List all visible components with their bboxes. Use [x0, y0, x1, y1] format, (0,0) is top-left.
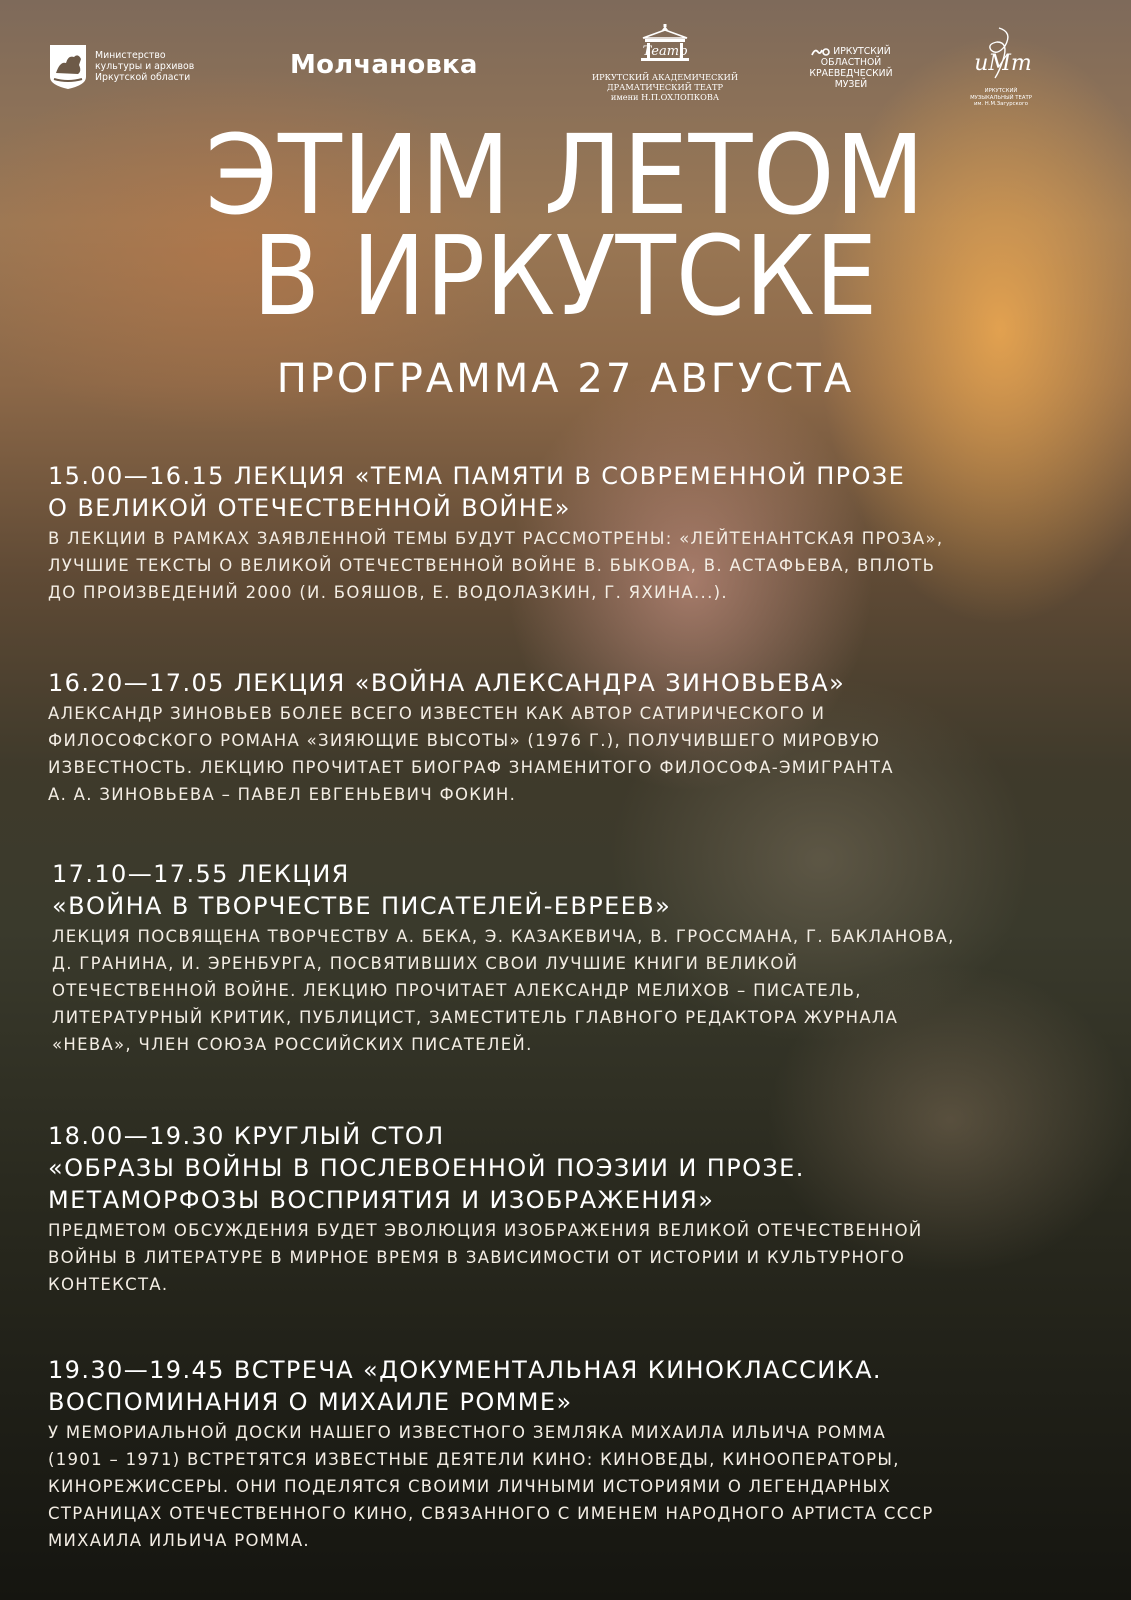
museum-logo: [808, 46, 894, 90]
event-description: ПРЕДМЕТОМ ОБСУЖДЕНИЯ БУДЕТ ЭВОЛЮЦИЯ ИЗОБРАЖЕНИЯ ВЕЛИКОЙ ОТЕЧЕСТВЕННОЙ ВОЙНЫ В ЛИТЕРАТУРЕ В МИРНОЕ ВРЕМЯ В ЗАВИСИМОСТИ ОТ ИСТОРИИ И КУЛЬТУРНОГО КОНТЕКСТА.: [48, 1221, 923, 1294]
ministry-name: [95, 50, 194, 83]
music-theatre-name: [965, 88, 1037, 108]
theatre-badge: Театр: [642, 44, 688, 59]
title-line-1: ЭТИМ ЛЕТОМ: [205, 120, 925, 239]
theatre-line: ИРКУТСКИЙ АКАДЕМИЧЕСКИЙ: [592, 72, 738, 82]
program-date: ПРОГРАММА 27 АВГУСТА: [276, 356, 855, 402]
treble-clef-monogram-icon: [969, 26, 1033, 84]
event-title: 17.10—17.55 ЛЕКЦИЯ «ВОЙНА В ТВОРЧЕСТВЕ ПИСАТЕЛЕЙ-ЕВРЕЕВ»: [52, 860, 672, 920]
museum-line: ОБЛАСТНОЙ: [820, 57, 882, 68]
music-line: им. Н.М.Загурского: [973, 101, 1029, 108]
theatre-name: [590, 72, 740, 102]
ministry-line: Министерство: [95, 50, 166, 61]
museum-line: КРАЕВЕДЧЕСКИЙ: [809, 68, 893, 79]
event-description: У МЕМОРИАЛЬНОЙ ДОСКИ НАШЕГО ИЗВЕСТНОГО ЗЕМЛЯКА МИХАИЛА ИЛЬИЧА РОММА (1901 – 1971) ВСТРЕТЯТСЯ ИЗВЕСТНЫЕ ДЕЯТЕЛИ КИНО: КИНОВЕДЫ, КИНООПЕРАТОРЫ, КИНОРЕЖИССЕРЫ. ОНИ ПОДЕЛЯТСЯ СВОИМИ ЛИЧНЫМИ ИСТОРИЯМИ О ЛЕГЕНДАРНЫХ СТРАНИЦАХ ОТЕЧЕСТВЕННОГО КИНО, СВЯЗАННОГО С ИМЕНЕМ НАРОДНОГО АРТИСТА СССР МИХАИЛА ИЛЬИЧА РОММА.: [48, 1423, 934, 1550]
music-line: МУЗЫКАЛЬНЫЙ ТЕАТР: [970, 94, 1032, 101]
event-item: [48, 1354, 934, 1554]
event-item: [48, 1120, 923, 1298]
event-title: 19.30—19.45 ВСТРЕЧА «ДОКУМЕНТАЛЬНАЯ КИНОКЛАССИКА. ВОСПОМИНАНИЯ О МИХАИЛЕ РОММЕ»: [48, 1356, 882, 1416]
event-item: [52, 858, 955, 1058]
event-item: [48, 460, 943, 606]
museum-line: ИРКУТСКИЙ: [833, 46, 891, 57]
music-line: ИРКУТСКИЙ: [984, 88, 1018, 94]
ministry-logo: [48, 43, 194, 90]
event-item: [48, 667, 894, 808]
event-title: 15.00—16.15 ЛЕКЦИЯ «ТЕМА ПАМЯТИ В СОВРЕМЕННОЙ ПРОЗЕ О ВЕЛИКОЙ ОТЕЧЕСТВЕННОЙ ВОЙНЕ»: [48, 462, 906, 522]
theatre-line: ДРАМАТИЧЕСКИЙ ТЕАТР: [607, 82, 723, 92]
theatre-line: имени Н.П.ОХЛОПКОВА: [610, 92, 720, 102]
regional-emblem-icon: [48, 43, 88, 90]
ministry-line: Иркутской области: [95, 72, 191, 83]
music-monogram: иМт: [974, 51, 1032, 76]
drama-theatre-logo: [590, 24, 740, 102]
ministry-line: культуры и архивов: [95, 61, 195, 72]
music-theatre-logo: [965, 26, 1037, 108]
poster-title: [0, 120, 1131, 340]
museum-line: МУЗЕЙ: [834, 79, 868, 90]
event-description: АЛЕКСАНДР ЗИНОВЬЕВ БОЛЕЕ ВСЕГО ИЗВЕСТЕН КАК АВТОР САТИРИЧЕСКОГО И ФИЛОСОФСКОГО РОМАНА «ЗИЯЮЩИЕ ВЫСОТЫ» (1976 Г.), ПОЛУЧИВШЕГО МИРОВУЮ ИЗВЕСТНОСТЬ. ЛЕКЦИЮ ПРОЧИТАЕТ БИОГРАФ ЗНАМЕНИТОГО ФИЛОСОФА-ЭМИГРАНТА А. А. ЗИНОВЬЕВА – ПАВЕЛ ЕВГЕНЬЕВИЧ ФОКИН.: [48, 704, 894, 804]
event-description: ЛЕКЦИЯ ПОСВЯЩЕНА ТВОРЧЕСТВУ А. БЕКА, Э. КАЗАКЕВИЧА, В. ГРОССМАНА, Г. БАКЛАНОВА, Д. ГРАНИНА, И. ЭРЕНБУРГА, ПОСВЯТИВШИХ СВОИ ЛУЧШИЕ КНИГИ ВЕЛИКОЙ ОТЕЧЕСТВЕННОЙ ВОЙНЕ. ЛЕКЦИЮ ПРОЧИТАЕТ АЛЕКСАНДР МЕЛИХОВ – ПИСАТЕЛЬ, ЛИТЕРАТУРНЫЙ КРИТИК, ПУБЛИЦИСТ, ЗАМЕСТИТЕЛЬ ГЛАВНОГО РЕДАКТОРА ЖУРНАЛА «НЕВА», ЧЛЕН СОЮЗА РОССИЙСКИХ ПИСАТЕЛЕЙ.: [52, 927, 955, 1054]
event-title: 18.00—19.30 КРУГЛЫЙ СТОЛ «ОБРАЗЫ ВОЙНЫ В ПОСЛЕВОЕННОЙ ПОЭЗИИ И ПРОЗЕ. МЕТАМОРФОЗЫ ВОСПРИЯТИЯ И ИЗОБРАЖЕНИЯ»: [48, 1122, 805, 1214]
event-description: В ЛЕКЦИИ В РАМКАХ ЗАЯВЛЕННОЙ ТЕМЫ БУДУТ РАССМОТРЕНЫ: «ЛЕЙТЕНАНТСКАЯ ПРОЗА», ЛУЧШИЕ ТЕКСТЫ О ВЕЛИКОЙ ОТЕЧЕСТВЕННОЙ ВОЙНЕ В. БЫКОВА, В. АСТАФЬЕВА, ВПЛОТЬ ДО ПРОИЗВЕДЕНИЙ 2000 (И. БОЯШОВ, Е. ВОДОЛАЗКИН, Г. ЯХИНА...).: [48, 529, 944, 602]
title-line-2: В ИРКУТСКЕ: [252, 212, 878, 340]
museum-mark-icon: [811, 47, 831, 57]
theatre-building-icon: [635, 24, 695, 68]
event-title: 16.20—17.05 ЛЕКЦИЯ «ВОЙНА АЛЕКСАНДРА ЗИНОВЬЕВА»: [48, 669, 846, 697]
molchanovka-logo: Молчановка: [290, 50, 478, 80]
